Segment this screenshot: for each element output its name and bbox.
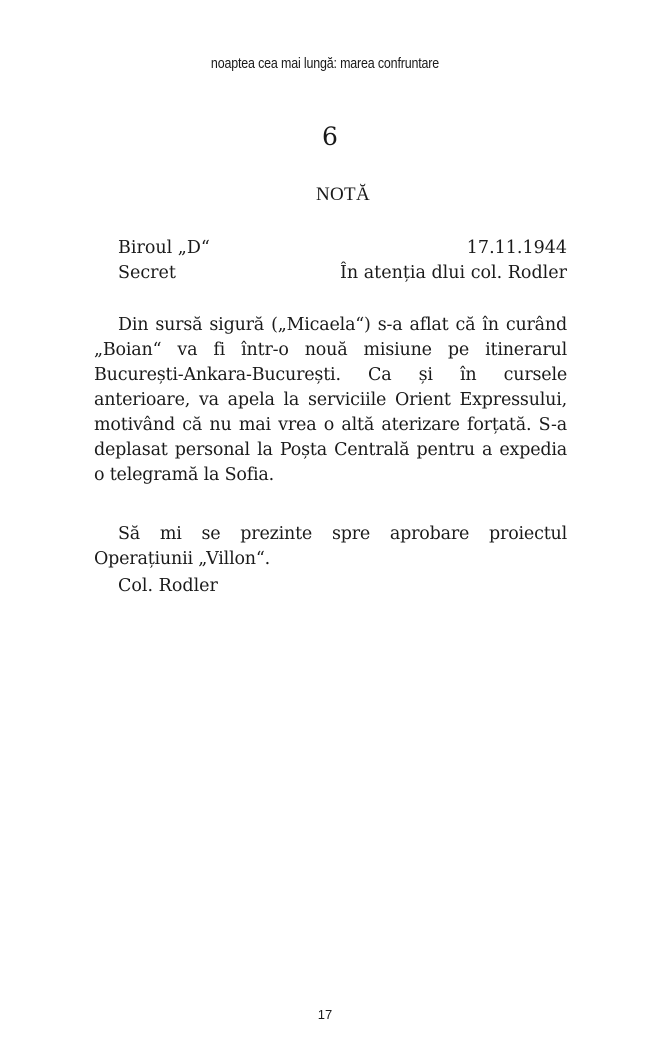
memo-row-1	[94, 236, 567, 261]
memo-classification: Secret	[118, 263, 176, 283]
page-number: 17	[317, 1007, 333, 1022]
note-title: NOTĂ	[316, 184, 370, 205]
memo-header	[94, 236, 567, 286]
signature: Col. Rodler	[118, 576, 218, 596]
memo-row-2	[94, 261, 567, 286]
body-paragraph-2: Să mi se prezinte spre aprobare proiectul Operațiunii „Villon“.	[94, 524, 567, 569]
memo-from: Biroul „D“	[118, 238, 210, 258]
chapter-number: 6	[322, 122, 338, 151]
body-paragraph-1: Din sursă sigură („Micaela“) s-a aflat că în curând „Boian“ va fi într-o nouă misiune pe itinerarul București-Ankara-București. Ca și în cursele anterioare, va apela la serviciile Orient Expressului, motivând că nu mai vrea o altă aterizare forțată. S-a deplasat personal la Poșta Centrală pentru a expedia o telegramă la Sofia.	[94, 315, 567, 485]
memo-attention: În atenția dlui col. Rodler	[340, 263, 567, 283]
memo-date: 17.11.1944	[466, 238, 567, 258]
running-header: noaptea cea mai lungă: marea confruntare	[210, 56, 440, 72]
